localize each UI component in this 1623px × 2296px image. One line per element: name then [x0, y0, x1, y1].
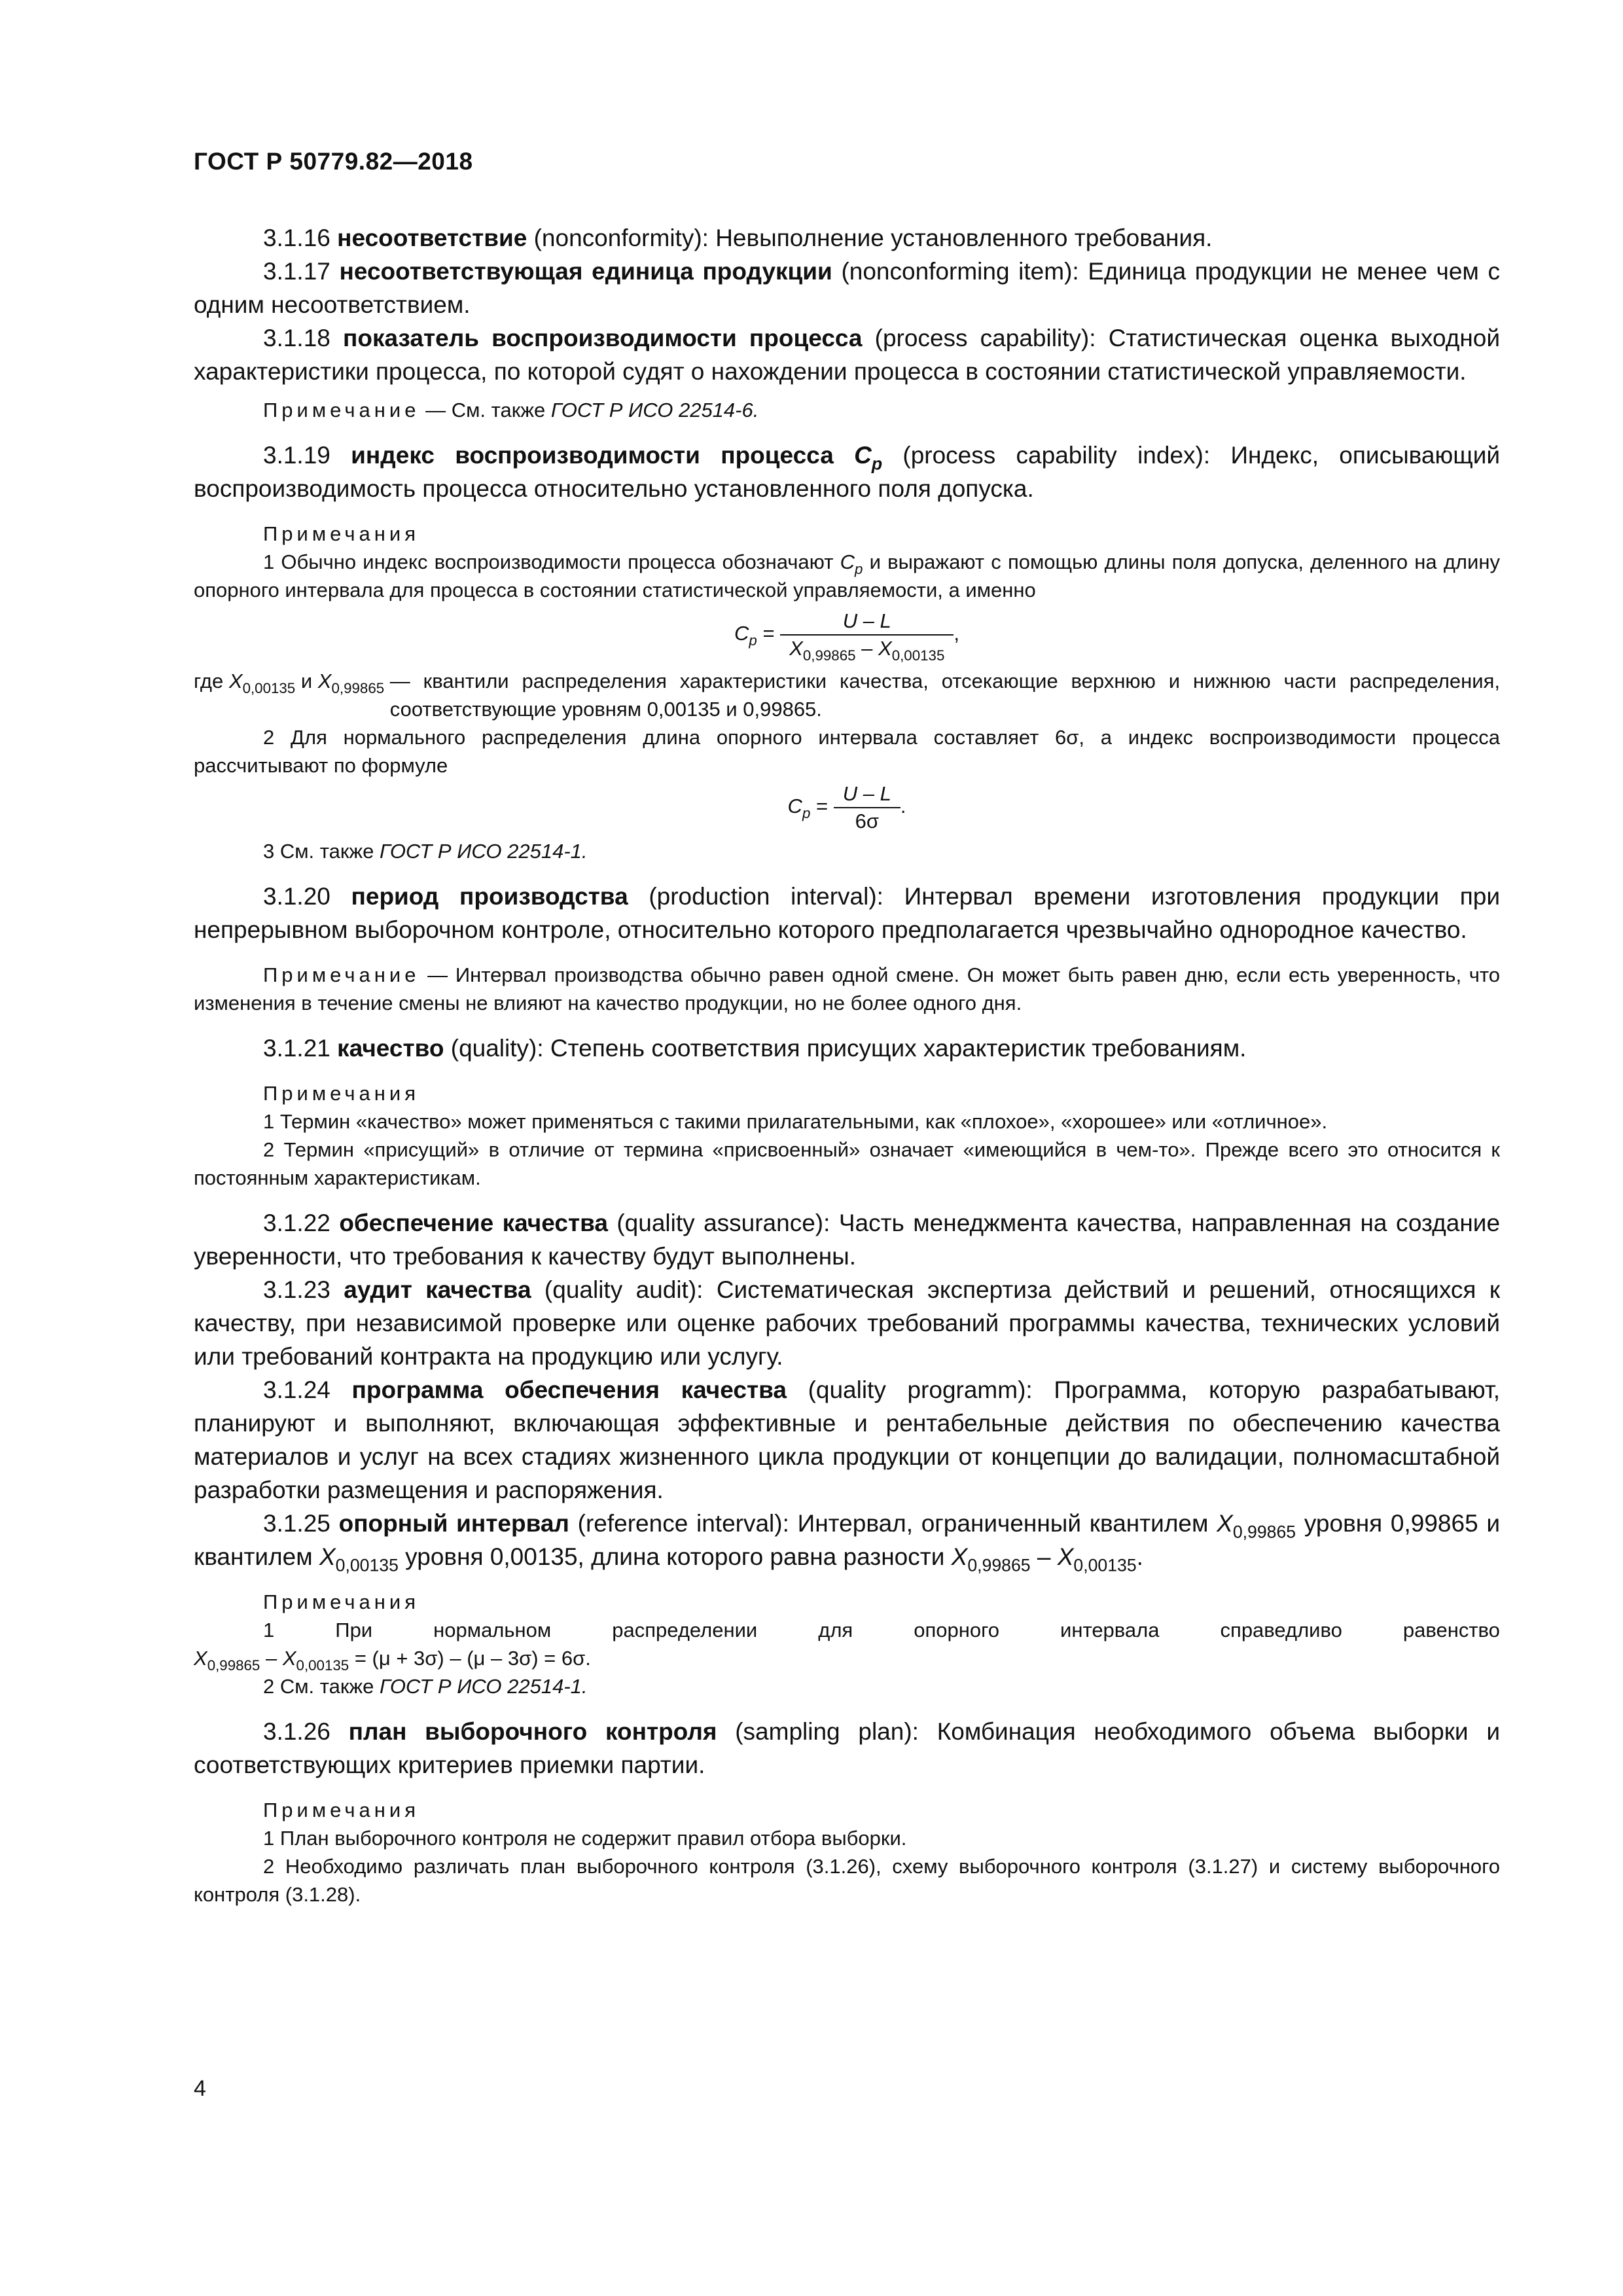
term-number: 3.1.18: [263, 325, 330, 351]
note-3-1-26-1: 1 План выборочного контроля не содержит правил отбора выборки.: [263, 1827, 907, 1850]
term-3-1-16: [194, 221, 1500, 255]
term-3-1-19: [194, 439, 1500, 505]
term-3-1-25: 3.1.25 опорный интервал (reference interval): Интервал, ограниченный квантилем $X_{0,99865}$ уровня 0,99865 и квантилем $X_{0,00135}$ уровня 0,00135, длина которого равна разности $X_{0,99865} - X_{0,00135}$.: [194, 1510, 1501, 1575]
note-3-1-21-2: 2 Термин «присущий» в отличие от термина «присвоенный» означает «имеющийся в чем-то». Прежде всего это относится к постоянным характеристикам.: [194, 1138, 1500, 1189]
term-symbol: $C_p$: [854, 442, 883, 474]
term-title: опорный интервал: [338, 1510, 569, 1537]
term-3-1-22: [194, 1206, 1500, 1273]
term-definition: Интервал времени изготовления продукции при непрерывном выборочном контроле, относительно которого предполагается чрезвычайно однородное качество.: [194, 883, 1501, 943]
note-3-1-26-2: 2 Необходимо различать план выборочного контроля (3.1.26), схему выборочного контроля (3.1.27) и систему выборочного контроля (3.1.28).: [194, 1855, 1500, 1906]
term-title: индекс воспроизводимости процесса: [351, 442, 834, 469]
term-definition: Степень соответствия присущих характеристик требованиям.: [550, 1035, 1247, 1062]
term-english: (process capability):: [874, 325, 1096, 351]
term-definition: Единица продукции не менее чем с одним несоответствием.: [194, 258, 1500, 318]
term-number: 3.1.25: [263, 1510, 330, 1537]
note-reference: ГОСТ Р ИСО 22514-6.: [550, 399, 759, 422]
term-3-1-23: [194, 1273, 1500, 1373]
term-number: 3.1.19: [263, 442, 330, 469]
formula-where-clause: где $X_{0,00135}$ и $X_{0,99865}$ — квантили распределения характеристики качества, отсекающие верхнюю и нижнюю части распределения, соответствующие уровням 0,00135 и 0,99865.: [194, 670, 1500, 721]
term-definition: Индекс, описывающий воспроизводимость процесса относительно установленного поля допуска.: [194, 442, 1501, 502]
term-number: 3.1.17: [263, 258, 330, 285]
term-definition: Программа, которую разрабатывают, планируют и выполняют, включающая эффективные и рентабельные действия по обеспечению качества материалов и услуг на всех стадиях жизненного цикла продукции от концепции до валидации, полномасштабной разработки размещения и распоряжения.: [194, 1376, 1500, 1503]
term-3-1-18: [194, 321, 1500, 388]
term-3-1-17: [194, 255, 1500, 321]
term-number: 3.1.24: [263, 1376, 330, 1403]
note-3-1-18: [194, 396, 1500, 424]
note-3-1-25-1: 1 При нормальном распределении для опорного интервала справедливо равенство $X_{0,99865} - X_{0,00135} = (\mu + 3\sigma) - (\mu - 3\sigma) = 6\sigma$.: [194, 1619, 1500, 1674]
term-number: 3.1.21: [263, 1035, 330, 1062]
term-3-1-26: [194, 1715, 1500, 1782]
term-definition: Комбинация необходимого объема выборки и соответствующих критериев приемки партии.: [194, 1718, 1500, 1778]
term-definition: Статистическая оценка выходной характеристики процесса, по которой судят о нахождении процесса в состоянии статистической управляемости.: [194, 325, 1500, 385]
term-title: обеспечение качества: [339, 1210, 608, 1236]
term-title: программа обеспечения качества: [351, 1376, 787, 1403]
term-title: план выборочного контроля: [348, 1718, 717, 1745]
term-definition: Систематическая экспертиза действий и решений, относящихся к качеству, при независимой проверке или оценке рабочих требований программы качества, технических условий или требований контракта на продукцию или услугу.: [194, 1276, 1501, 1370]
term-title: период производства: [351, 883, 628, 910]
term-english: (quality):: [450, 1035, 544, 1062]
term-title: несоответствующая единица продукции: [339, 258, 832, 285]
term-number: 3.1.23: [263, 1276, 330, 1303]
note-3-1-21-1: 1 Термин «качество» может применяться с такими прилагательными, как «плохое», «хорошее» или «отличное».: [263, 1110, 1328, 1133]
term-3-1-24: [194, 1373, 1500, 1507]
formula-cp-sigma: $C_p$ = $\frac{U - L}{6\sigma}$ .: [787, 782, 906, 833]
notes-heading: Примечания: [263, 1082, 419, 1105]
note-text: См. также: [451, 399, 546, 422]
term-definition: Невыполнение установленного требования.: [715, 224, 1213, 251]
term-title: показатель воспроизводимости процесса: [343, 325, 863, 351]
standard-header: ГОСТ Р 50779.82—2018: [194, 148, 473, 175]
note-label: Примечание: [263, 399, 420, 422]
term-english: (nonconforming item):: [841, 258, 1079, 285]
notes-heading: Примечания: [263, 1590, 419, 1613]
term-number: 3.1.22: [263, 1210, 330, 1236]
note-3-1-25-2: 2 См. также ГОСТ Р ИСО 22514-1.: [263, 1675, 588, 1698]
formula-numerator: U – L: [780, 608, 954, 636]
formula-denominator: $X_{0,99865} - X_{0,00135}$: [789, 637, 945, 664]
note-3-1-19-2: 2 Для нормального распределения длина опорного интервала составляет 6σ, а индекс воспроизводимости процесса рассчитывают по формуле: [194, 726, 1500, 777]
term-3-1-21: [194, 1031, 1500, 1065]
term-3-1-20: [194, 880, 1500, 946]
term-english: (quality audit):: [544, 1276, 704, 1303]
term-english: (sampling plan):: [735, 1718, 919, 1745]
term-number: 3.1.20: [263, 883, 330, 910]
notes-heading: Примечания: [263, 1799, 419, 1821]
term-title: качество: [337, 1035, 444, 1062]
term-definition: Часть менеджмента качества, направленная на создание уверенности, что требования к качеству будут выполнены.: [194, 1210, 1501, 1270]
note-dash: —: [425, 399, 446, 422]
notes-heading: Примечания: [263, 522, 419, 545]
formula-cp-quantiles: $C_p$ = $\frac{U - L}{X_{0,99865} - X_{0,00135}}$ ,: [734, 609, 959, 664]
term-english: (nonconformity):: [533, 224, 709, 251]
note-3-1-19-1: 1 Обычно индекс воспроизводимости процесса обозначают $C_p$ и выражают с помощью длины поля допуска, деленного на длину опорного интервала для процесса в состоянии статистической управляемости, а именно: [194, 550, 1500, 601]
term-title: несоответствие: [337, 224, 527, 251]
term-title: аудит качества: [344, 1276, 531, 1303]
term-english: (reference interval):: [577, 1510, 789, 1537]
term-number: 3.1.26: [263, 1718, 330, 1745]
note-3-1-20: Примечание — Интервал производства обычно равен одной смене. Он может быть равен дню, если есть уверенность, что изменения в течение смены не влияют на качество продукции, но не более одного дня.: [194, 963, 1500, 1014]
note-3-1-19-3: 3 См. также ГОСТ Р ИСО 22514-1.: [263, 840, 588, 863]
document-body: [194, 221, 1500, 1909]
term-number: 3.1.16: [263, 224, 330, 251]
term-english: (production interval):: [649, 883, 883, 910]
term-english: (process capability index):: [902, 442, 1211, 469]
term-english: (quality programm):: [808, 1376, 1033, 1403]
page-number: 4: [194, 2076, 206, 2101]
term-english: (quality assurance):: [616, 1210, 830, 1236]
